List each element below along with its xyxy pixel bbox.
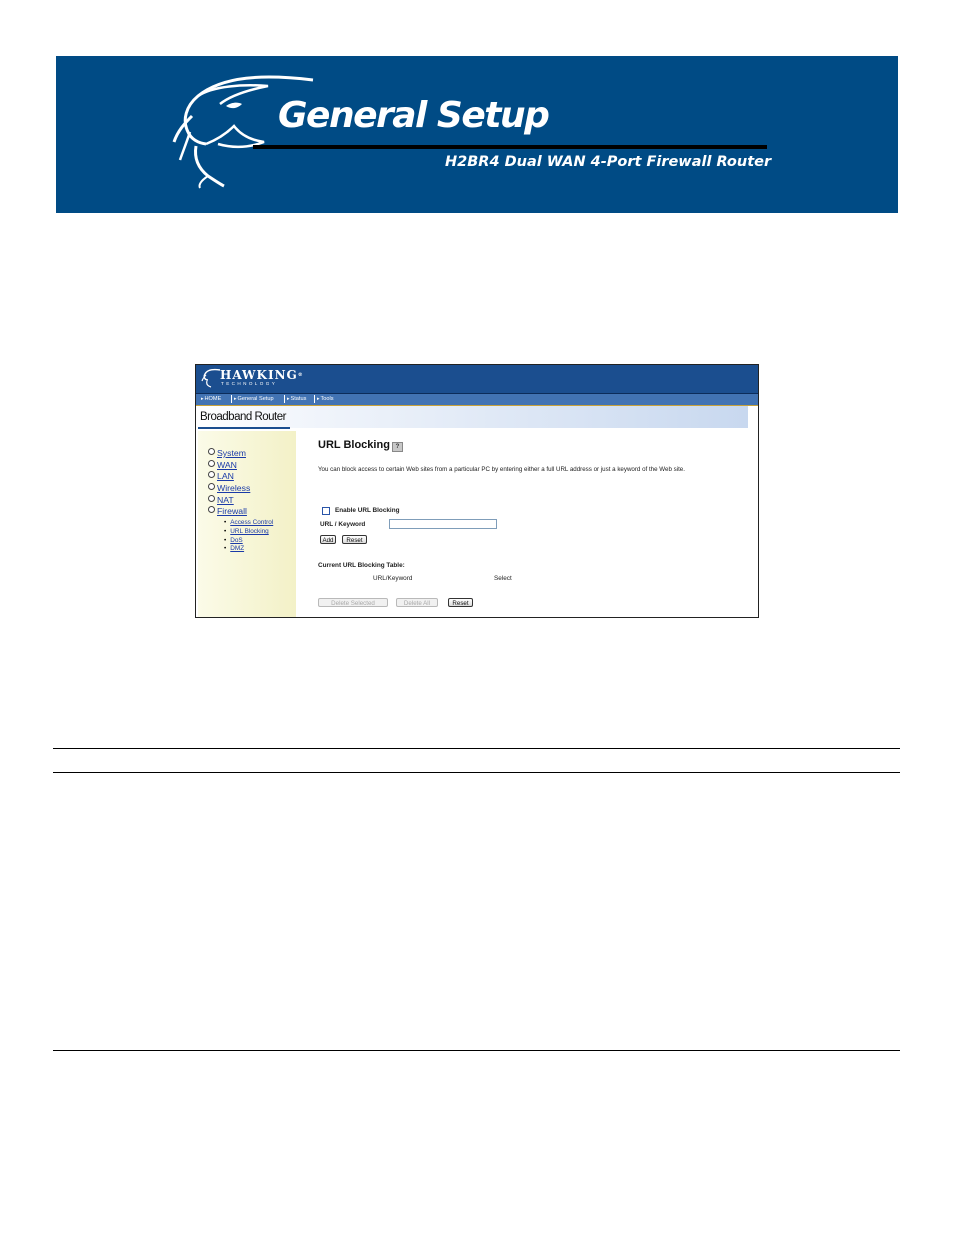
- table-header-url-keyword: URL/Keyword: [373, 575, 413, 582]
- nav-general-setup[interactable]: ▸ General Setup: [234, 395, 274, 404]
- url-blocking-table-title: Current URL Blocking Table:: [318, 562, 405, 569]
- router-sidebar: [198, 431, 296, 617]
- brand-tagline: TECHNOLOGY: [221, 381, 278, 386]
- product-underline: [198, 427, 290, 429]
- banner-title: General Setup: [278, 95, 549, 136]
- enable-url-blocking-checkbox[interactable]: [322, 507, 330, 515]
- sidebar-item-system[interactable]: System: [208, 448, 246, 459]
- help-icon[interactable]: ?: [392, 442, 403, 452]
- sidebar-subitem-dos[interactable]: • DoS: [224, 537, 243, 545]
- nav-status[interactable]: ▸ Status: [287, 395, 306, 404]
- sidebar-subitem-access-control[interactable]: • Access Control: [224, 519, 273, 527]
- delete-selected-button[interactable]: Delete Selected: [318, 598, 388, 607]
- divider-line: [53, 1050, 900, 1051]
- brand-name: HAWKING®: [220, 368, 304, 382]
- router-ui-screenshot: [195, 364, 759, 618]
- nav-separator: [284, 395, 285, 403]
- divider-line: [53, 772, 900, 773]
- nav-tools[interactable]: ▸ Tools: [317, 395, 334, 404]
- add-button[interactable]: Add: [320, 535, 336, 544]
- table-header-select: Select: [494, 575, 512, 582]
- router-nav-bar: [196, 393, 758, 406]
- page-banner: [56, 56, 898, 213]
- content-title: URL Blocking ?: [318, 438, 403, 452]
- sidebar-item-nat[interactable]: NAT: [208, 495, 234, 506]
- divider-line: [53, 748, 900, 749]
- banner-subtitle: H2BR4 Dual WAN 4-Port Firewall Router: [445, 154, 772, 170]
- sidebar-item-lan[interactable]: LAN: [208, 471, 234, 482]
- nav-separator: [314, 395, 315, 403]
- reset-button[interactable]: Reset: [342, 535, 367, 544]
- sidebar-subitem-dmz[interactable]: • DMZ: [224, 545, 244, 553]
- router-header: [196, 365, 758, 393]
- nav-home[interactable]: ▸ HOME: [201, 395, 221, 404]
- hawk-logo: [200, 367, 222, 389]
- url-keyword-label: URL / Keyword: [320, 521, 366, 528]
- sidebar-item-firewall[interactable]: Firewall: [208, 506, 247, 517]
- product-bar: [196, 406, 748, 428]
- sidebar-subitem-url-blocking[interactable]: • URL Blocking: [224, 528, 269, 536]
- banner-divider: [253, 145, 767, 149]
- enable-url-blocking-label: Enable URL Blocking: [335, 507, 400, 514]
- delete-all-button[interactable]: Delete All: [396, 598, 438, 607]
- sidebar-item-wan[interactable]: WAN: [208, 460, 237, 471]
- sidebar-item-wireless[interactable]: Wireless: [208, 483, 250, 494]
- url-keyword-input[interactable]: [389, 519, 497, 529]
- reset-table-button[interactable]: Reset: [448, 598, 473, 607]
- nav-separator: [231, 395, 232, 403]
- content-description: You can block access to certain Web sites from a particular PC by entering either a full URL address or just a keyword of the Web site.: [318, 466, 685, 473]
- product-name: Broadband Router: [200, 411, 286, 423]
